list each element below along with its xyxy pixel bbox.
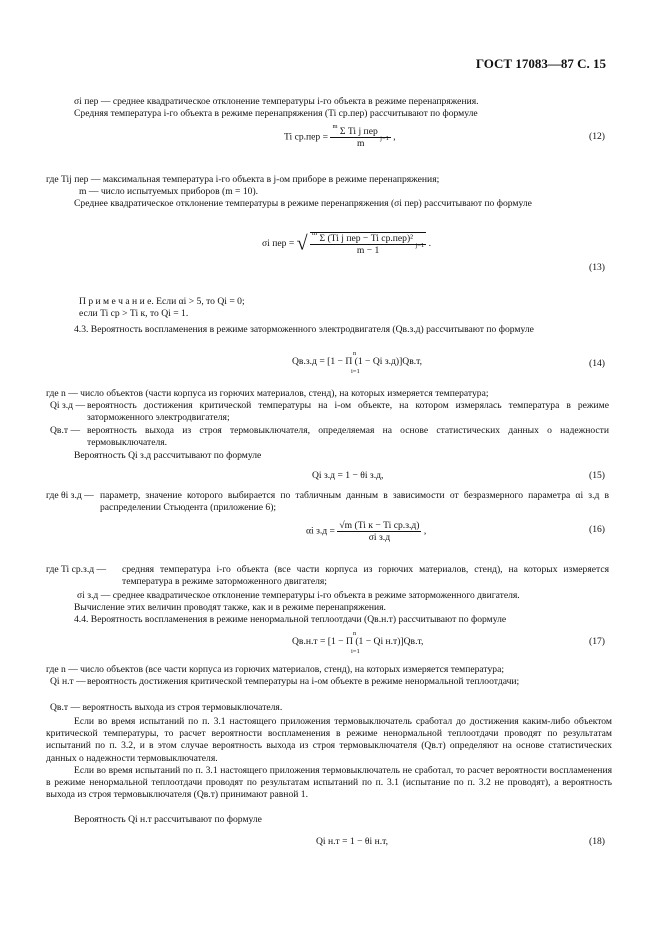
definition-term: где Ti ср.з.д — [46, 564, 107, 575]
formula-16: αi з.д = $\frac{\text{√m (Ti к − Ti ср.з.д)}}{\text{σi з.д}}$ , [306, 520, 427, 543]
formula-17: Qв.н.т = [1 − Π (1 − Qi н.т)]Qв.т, n i=1 [292, 630, 424, 655]
equation-number: (16) [589, 524, 605, 535]
definition-text: вероятность достижения критической температуры на i-ом объекте, на котором измерялась температура в режиме заторможенного электродвигателя; [87, 400, 609, 424]
formula-lhs: Ti ср.пер = [284, 131, 329, 143]
text-line: Вероятность Qi з.д рассчитывают по формуле [74, 450, 262, 461]
formula-13: σi пер = √ $\frac{^m \Sigma (Ti j пер - Ti ср.пер)^2 _{j=1}}{m - 1}$ . [262, 230, 431, 256]
definition-text: вероятность достижения критической температуры на i-ом объекте в режиме ненормальной теплоотдачи; [87, 676, 520, 687]
definition-text: средняя температура i-го объекта (все части корпуса из горючих материалов, стенд), на которых измеряется температура в режиме заторможенного двигателя; [122, 564, 609, 588]
equation-number: (12) [589, 131, 605, 142]
text-line: Qв.т — вероятность выхода из строя термовыключателя. [50, 702, 283, 713]
text-line: Средняя температура i-го объекта в режиме перенапряжения (Ti ср.пер) рассчитывают по формуле [74, 108, 478, 119]
definition-term: Qi з.д — [50, 400, 86, 411]
paragraph: Если во время испытаний по п. 3.1 настоящего приложения термовыключатель сработал до достижения каким-либо объектом критической температуры, то расчет вероятности воспламенения в режиме ненормальной теплоотдачи проводят по результатам испытаний по п. 3.2, и в этом случае вероятность выхода из строя термовыключателя (Qв.т) определяют на основе статистических данных о надежности термовыключателя. [46, 716, 612, 764]
text-line: σi з.д — среднее квадратическое отклонение температуры i-го объекта в режиме заторможенного двигателя. [77, 590, 520, 601]
text-line: m — число испытуемых приборов (m = 10). [79, 186, 259, 197]
formula-lhs: σi пер = [262, 238, 295, 250]
equation-number: (15) [589, 470, 605, 481]
formula-lhs: αi з.д = [306, 525, 335, 537]
definition-term: Qi н.т — [50, 676, 86, 687]
text-line: где n — число объектов (все части корпуса из горючих материалов, стенд), на которых измеряется температура; [46, 664, 505, 675]
text-line: Среднее квадратическое отклонение температуры в режиме перенапряжения (σi пер) рассчитывают по формуле [74, 198, 532, 209]
equation-number: (13) [589, 262, 605, 273]
text-line: Вероятность Qi н.т рассчитывают по формуле [74, 814, 262, 825]
formula-14: Qв.з.д = [1 − Π (1 − Qi з.д)]Qв.т, n i=1 [292, 350, 423, 375]
definition-term: где θi з.д — [46, 490, 94, 501]
text-line: Вычисление этих величин проводят также, как и в режиме перенапряжения. [74, 602, 386, 613]
definition-text: параметр, значение которого выбирается по табличным данным в зависимости от безразмерного параметра αi з.д в распределении Стьюдента (приложение 6); [100, 490, 609, 514]
text-line: где Tij пер — максимальная температура i-го объекта в j-ом приборе в режиме перенапряжения; [46, 174, 440, 185]
text-line: где n — число объектов (части корпуса из горючих материалов, стенд), на которых измеряется температура; [46, 388, 489, 399]
note-line: если Ti ср > Ti к, то Qi = 1. [79, 308, 189, 319]
formula-15: Qi з.д = 1 − θi з.д, [312, 470, 384, 481]
equation-number: (18) [589, 836, 605, 847]
text-line: σi пер — среднее квадратическое отклонение температуры i-го объекта в режиме перенапряжения. [74, 96, 479, 107]
text-line: 4.3. Вероятность воспламенения в режиме заторможенного электродвигателя (Qв.з.д) рассчитывают по формуле [74, 324, 534, 335]
equation-number: (14) [589, 358, 605, 369]
note-line: П р и м е ч а н и е. Если αi > 5, то Qi = 0; [79, 296, 245, 307]
page-header: ГОСТ 17083—87 С. 15 [475, 56, 606, 71]
definition-term: Qв.т — [50, 425, 81, 436]
paragraph: Если во время испытаний по п. 3.1 настоящего приложения термовыключатель не сработал, то расчет вероятности воспламенения в режиме ненормальной теплоотдачи проводят по результатам испытаний по п. 3.1 (испытание по п. 3.2 не проводят), а вероятность выхода из строя термовыключателя (Qв.т) принимают равной 1. [46, 765, 612, 801]
definition-text: вероятность выхода из строя термовыключателя, определяемая на основе статистических данных о надежности термовыключателя. [87, 425, 609, 449]
equation-number: (17) [589, 636, 605, 647]
text-line: 4.4. Вероятность воспламенения в режиме ненормальной теплоотдачи (Qв.н.т) рассчитывают по формуле [74, 614, 507, 625]
formula-12: Ti ср.пер = $\frac{^m \Sigma Ti j пер _{j=1}}{m}$ , [284, 123, 396, 149]
formula-18: Qi н.т = 1 − θi н.т, [316, 836, 388, 847]
